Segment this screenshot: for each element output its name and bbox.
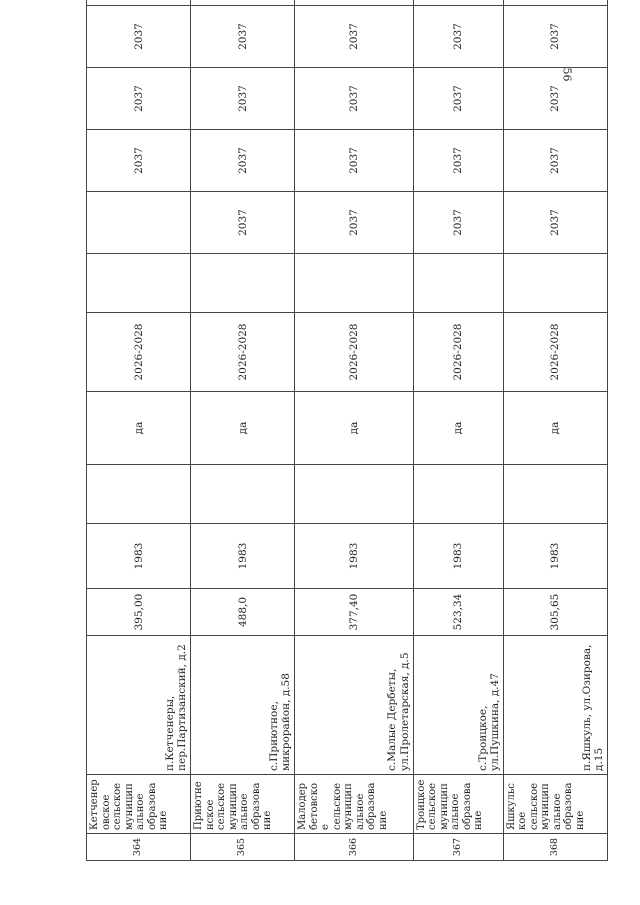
area-cell: 523,34 [413,589,503,636]
table-row [503,0,607,861]
year-cell: 2037 [413,6,503,68]
flag-cell: да [413,392,503,465]
year-cell: 2037 [191,68,295,130]
page-number: 56 [560,67,574,82]
row-number: 366 [295,834,413,861]
period-cell: 2026-2028 [503,313,607,392]
flag-cell: да [191,392,295,465]
row-number: 367 [413,834,503,861]
year-cell: 2037 [295,192,413,254]
municipality-cell: Яшкульс кое сельское муницип альное образова ние [503,775,607,834]
flag-cell: да [295,392,413,465]
year-cell: 2037 [295,68,413,130]
year-cell: 1983 [191,524,295,589]
row-number: 368 [503,834,607,861]
empty-cell [87,254,191,313]
empty-cell [191,465,295,524]
table-row [87,0,191,861]
year-cell [87,192,191,254]
flag-cell: да [503,392,607,465]
table-row [191,0,295,861]
empty-cell [295,254,413,313]
empty-cell [191,254,295,313]
year-cell: 2037 [295,6,413,68]
area-cell: 377,40 [295,589,413,636]
year-cell: 2037 [87,130,191,192]
table-row [413,0,503,861]
year-cell: 1983 [413,524,503,589]
empty-cell [295,465,413,524]
year-cell [413,0,503,6]
year-cell: 2037 [87,68,191,130]
period-cell: 2026-2028 [413,313,503,392]
area-cell: 395,00 [87,589,191,636]
row-number: 364 [87,834,191,861]
year-cell: 2037 [413,130,503,192]
year-cell: 2037 [87,6,191,68]
period-cell: 2026-2028 [295,313,413,392]
area-cell: 488,0 [191,589,295,636]
year-cell [295,0,413,6]
year-cell: 2037 [191,130,295,192]
area-cell: 305,65 [503,589,607,636]
year-cell: 2037 [503,68,607,130]
year-cell: 1983 [87,524,191,589]
address-cell: с.Приютное, микрорайон, д.58 [191,636,295,775]
year-cell: 2037 [413,68,503,130]
year-cell [503,0,607,6]
year-cell: 2037 [191,192,295,254]
year-cell: 2037 [295,130,413,192]
rotated-table-wrapper [86,23,608,861]
empty-cell [413,465,503,524]
empty-cell [503,465,607,524]
address-cell: с.Малые Дербеты, ул.Пролетарская, д.5 [295,636,413,775]
year-cell: 1983 [503,524,607,589]
municipality-cell: Малодер бетовско е сельское муницип альное образова ние [295,775,413,834]
flag-cell: да [87,392,191,465]
empty-cell [503,254,607,313]
year-cell: 2037 [503,192,607,254]
period-cell: 2026-2028 [87,313,191,392]
year-cell: 2037 [413,192,503,254]
year-cell: 2037 [503,130,607,192]
year-cell [87,0,191,6]
year-cell: 2037 [503,6,607,68]
empty-cell [87,465,191,524]
year-cell: 1983 [295,524,413,589]
year-cell [191,0,295,6]
address-cell: с.Троицкое, ул.Пушкина, д.47 [413,636,503,775]
period-cell: 2026-2028 [191,313,295,392]
address-cell: п.Яшкуль, ул.Озирова, д.15 [503,636,607,775]
address-cell: п.Кетченеры, пер.Партизанский, д.2 [87,636,191,775]
table-row [295,0,413,861]
row-number: 365 [191,834,295,861]
municipality-cell: Приютне нское сельское муницип альное образова ние [191,775,295,834]
data-table [86,0,608,861]
empty-cell [413,254,503,313]
year-cell: 2037 [191,6,295,68]
municipality-cell: Кетченер овское сельское муницип альное образова ние [87,775,191,834]
municipality-cell: Троицкое сельское муницип альное образова ние [413,775,503,834]
